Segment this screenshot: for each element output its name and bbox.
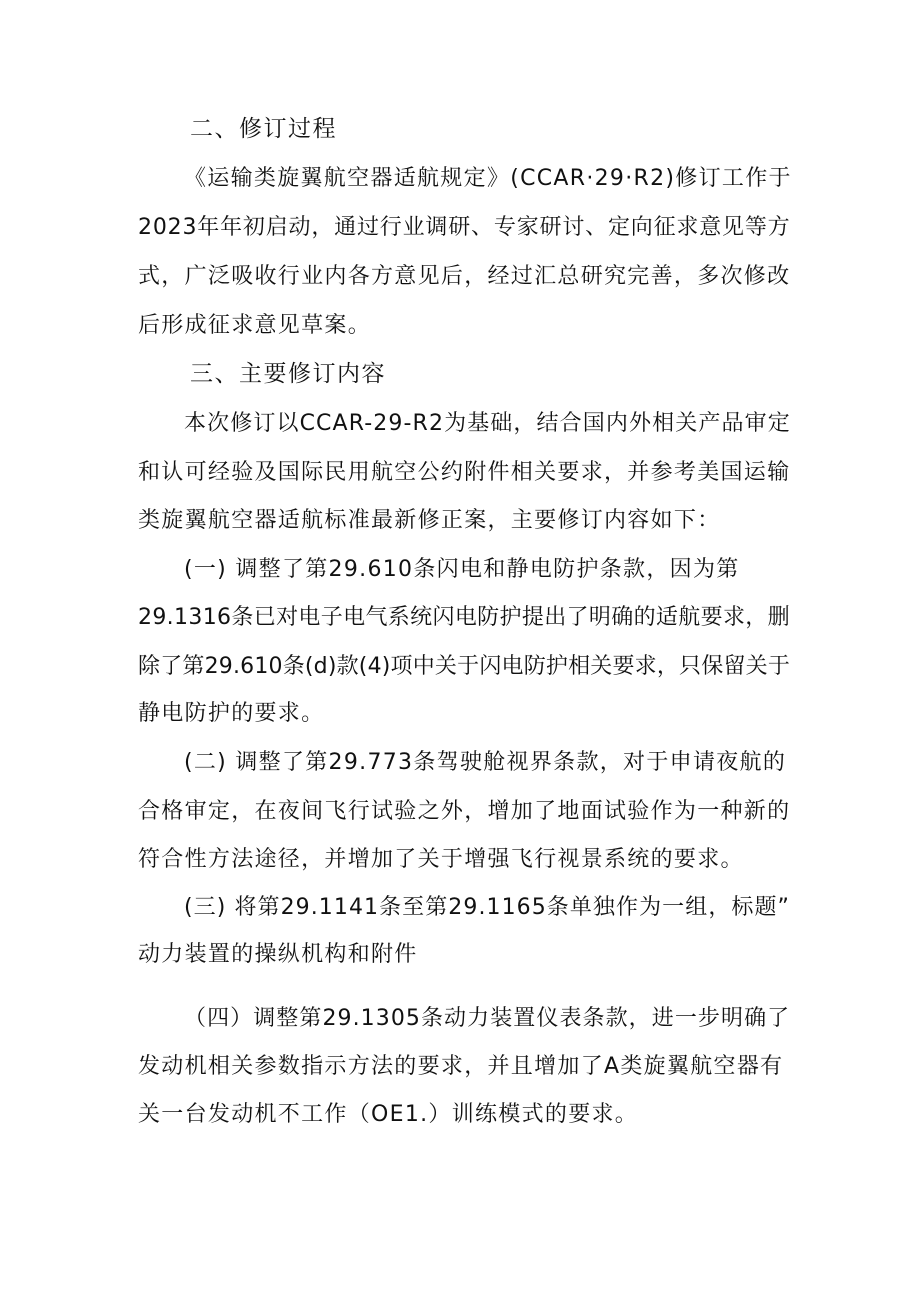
item-1-line-1: (一) 调整了第29.610条闪电和静电防护条款，因为第 <box>184 557 740 582</box>
item-3-line-2: 动力装置的操纵机构和附件 <box>138 942 418 967</box>
section-3-heading: 三、主要修订内容 <box>190 361 386 387</box>
section-2-heading: 二、修订过程 <box>190 116 337 142</box>
section-3-intro-line-1: 本次修订以CCAR-29-R2为基础，结合国内外相关产品审定 <box>184 411 791 436</box>
item-1-line-4: 静电防护的要求。 <box>138 701 325 726</box>
item-1-line-3: 除了第29.610条(d)款(4)项中关于闪电防护相关要求，只保留关于 <box>138 654 791 679</box>
section-2-line-1: 《运输类旋翼航空器适航规定》(CCAR·29·R2)修订工作于 <box>184 166 792 191</box>
section-3-intro-line-3: 类旋翼航空器适航标准最新修正案，主要修订内容如下： <box>138 508 721 533</box>
item-4-line-1: （四）调整第29.1305条动力装置仪表条款，进一步明确了 <box>184 1006 791 1031</box>
item-2-line-2: 合格审定，在夜间飞行试验之外，增加了地面试验作为一种新的 <box>138 799 791 824</box>
section-2-line-3: 式，广泛吸收行业内各方意见后，经过汇总研究完善，多次修改 <box>138 264 791 289</box>
item-1-line-2: 29.1316条已对电子电气系统闪电防护提出了明确的适航要求，删 <box>138 605 790 630</box>
section-2-line-2: 2023年年初启动，通过行业调研、专家研讨、定向征求意见等方 <box>138 215 791 240</box>
item-4-line-2: 发动机相关参数指示方法的要求，并且增加了A类旋翼航空器有 <box>138 1054 784 1079</box>
item-3-line-1: (三) 将第29.1141条至第29.1165条单独作为一组，标题” <box>184 895 791 920</box>
section-3-intro-line-2: 和认可经验及国际民用航空公约附件相关要求，并参考美国运输 <box>138 460 791 485</box>
section-2-line-4: 后形成征求意见草案。 <box>138 313 372 338</box>
item-2-line-3: 符合性方法途径，并增加了关于增强飞行视景系统的要求。 <box>138 847 744 872</box>
item-2-line-1: (二) 调整了第29.773条驾驶舱视界条款，对于申请夜航的 <box>184 750 787 775</box>
item-4-line-3: 关一台发动机不工作（OE1.）训练模式的要求。 <box>138 1102 639 1127</box>
